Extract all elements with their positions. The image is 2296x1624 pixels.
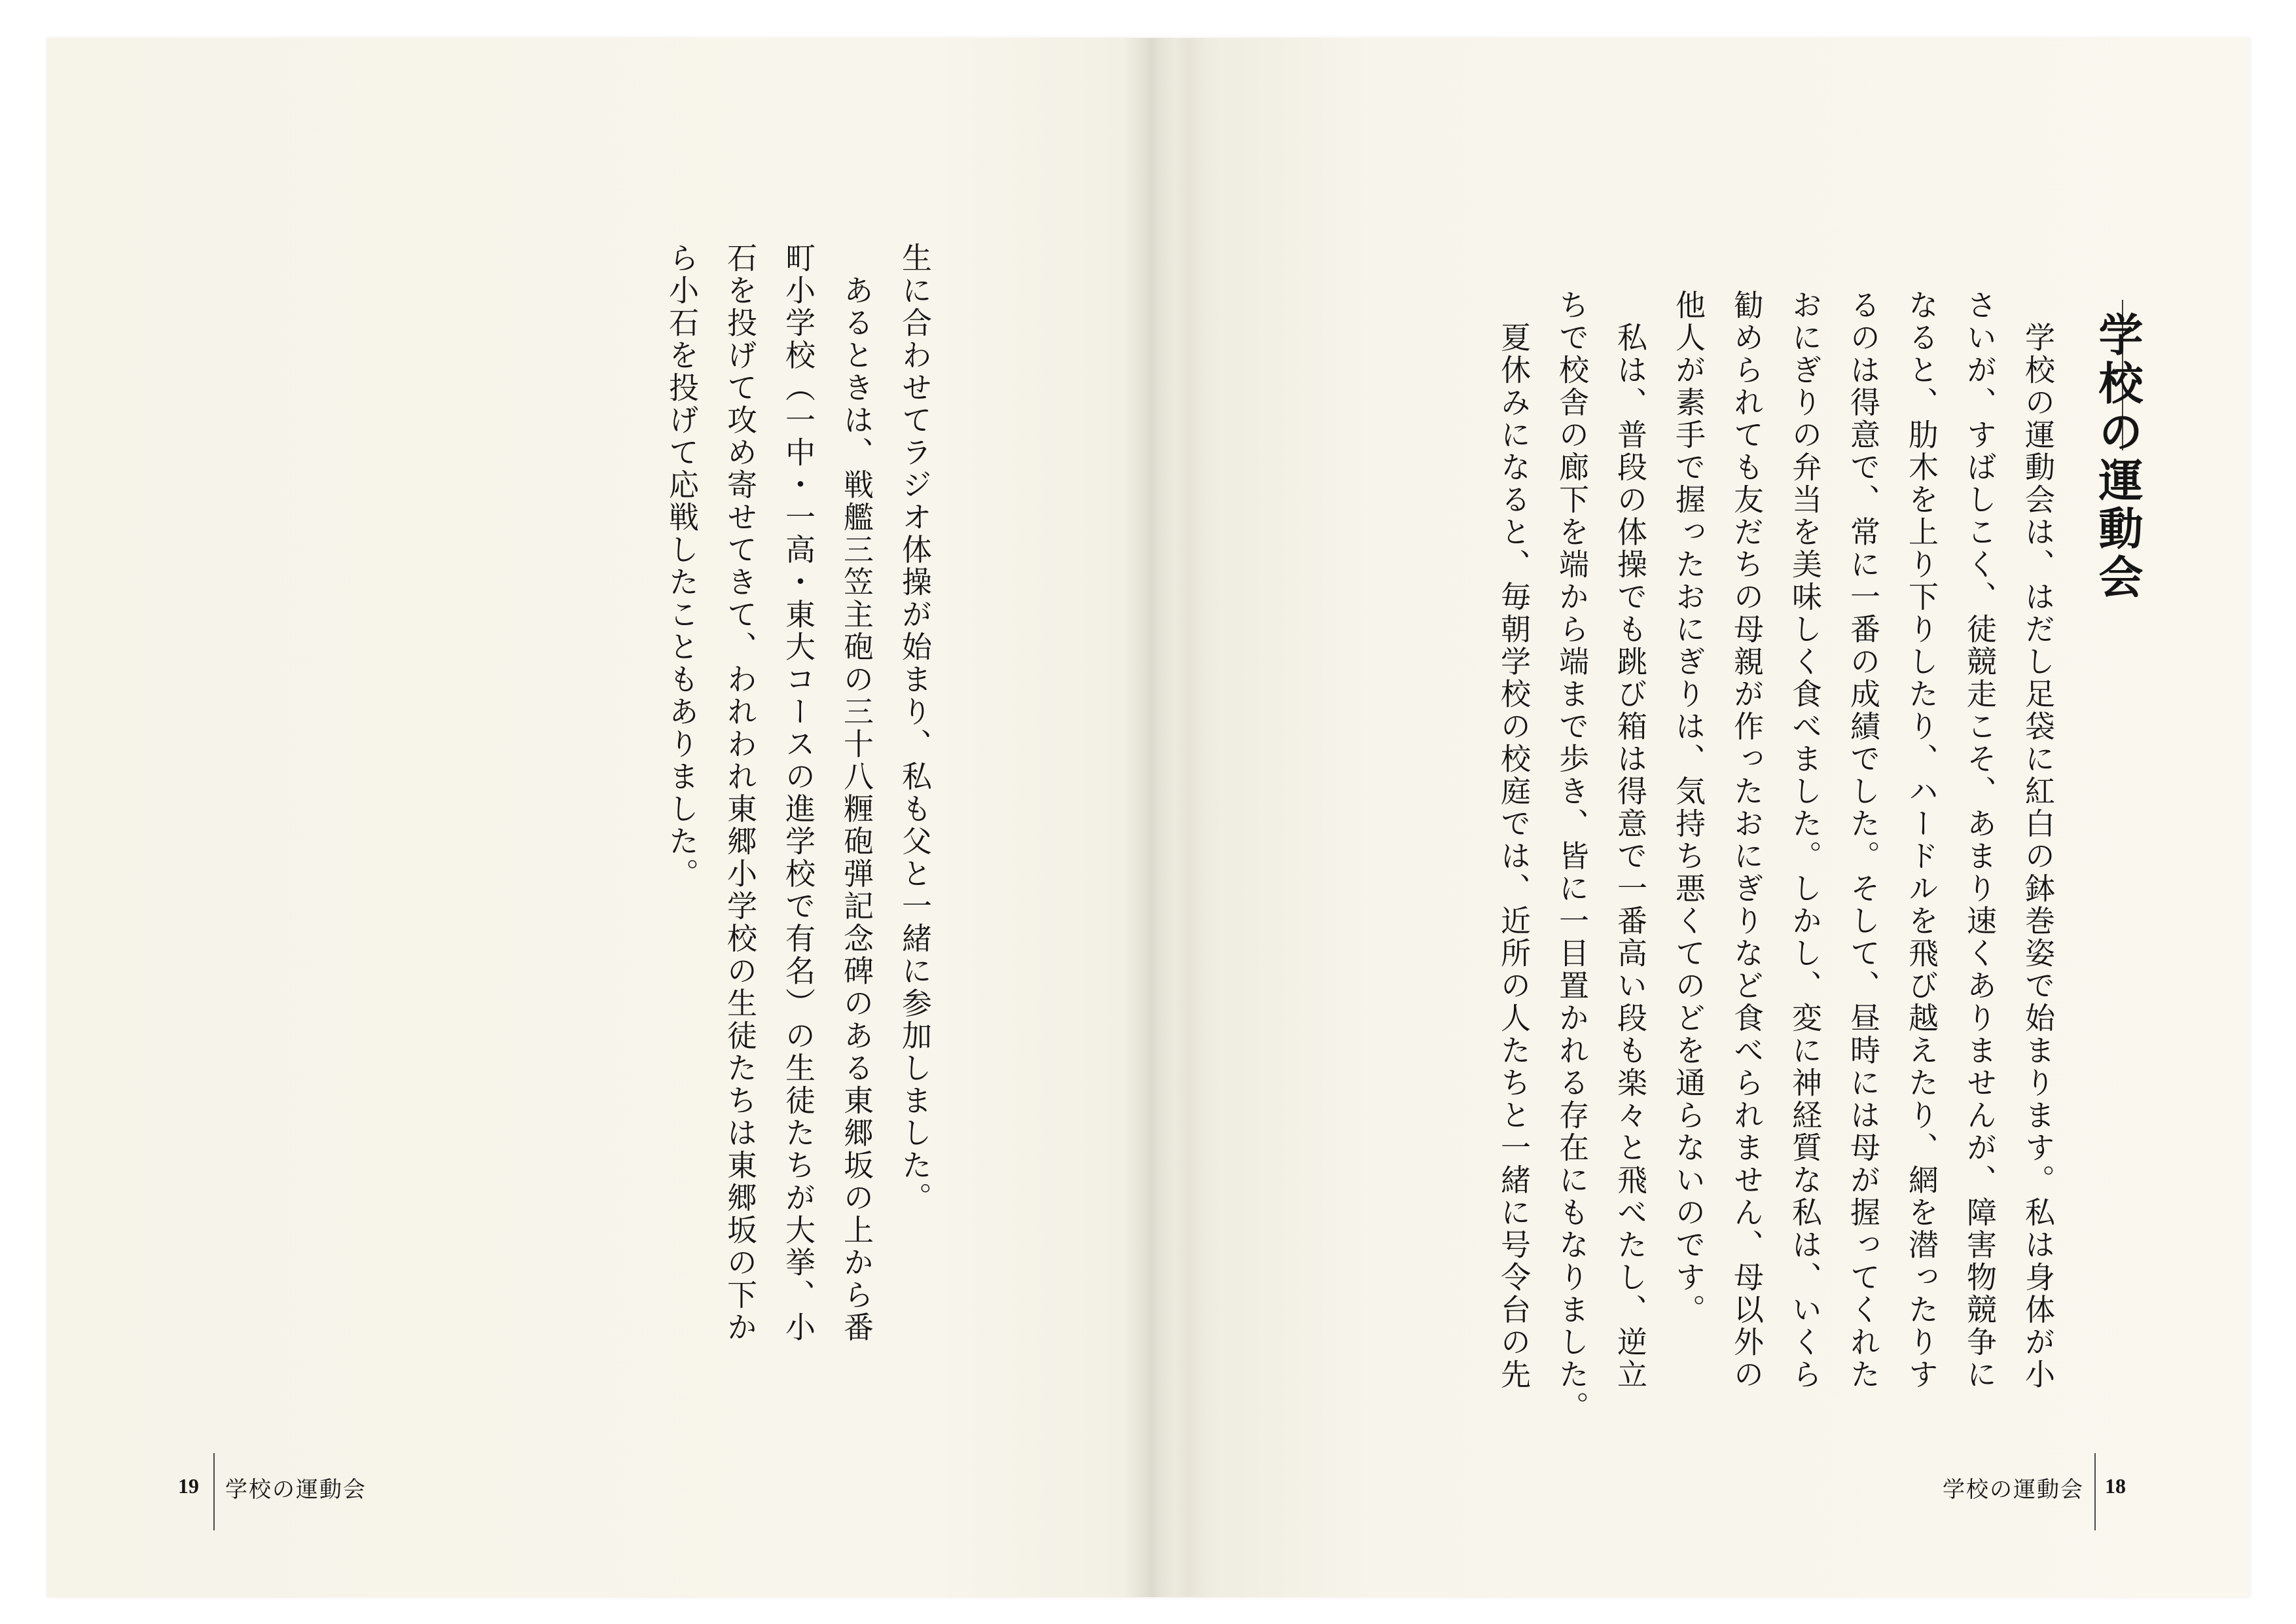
book-spread: [47, 38, 2250, 1597]
right-footer-divider: [2094, 1453, 2096, 1530]
left-running-head: 学校の運動会: [225, 1477, 367, 1503]
left-page-footer: [178, 1453, 414, 1530]
right-page-footer: [1943, 1453, 2152, 1530]
right-running-head: 学校の運動会: [1943, 1477, 2084, 1503]
left-page: [47, 38, 1147, 1597]
left-page-body-text: 生に合わせてラジオ体操が始まり、私も父と一緒に参加しました。 あるときは、戦艦三笠主砲の三十八糎砲弾記念碑のある東郷坂の上から番 町小学校（一中・一高・東大コースの進学校で有名）の生徒たちが大挙、小 石を投げて攻め寄せてきて、われわれ東郷小学校の生徒たちは東郷坂の下か ら小石を投げて応戦したこともありました。: [664, 242, 933, 1344]
chapter-title: 学校の運動会: [2091, 312, 2144, 602]
left-page-number: 19: [178, 1474, 199, 1498]
left-footer-divider: [213, 1453, 215, 1530]
right-page-body-text: 学校の運動会は、はだし足袋に紅白の鉢巻姿で始まります。私は身体が小 さいが、すばしこく、徒競走こそ、あまり速くありませんが、障害物競争に なると、肋木を上り下りしたり、ハードルを飛び越えたり、網を潜ったりす るのは得意で、常に一番の成績でした。そして、昼時には母が握ってくれた おにぎりの弁当を美味しく食べました。しかし、変に神経質な私は、いくら 勧められても友だちの母親が作ったおにぎりなど食べられません、母以外の 他人が素手で握ったおにぎりは、気持ち悪くてのどを通らないのです。 私は、普段の体操でも跳び箱は得意で一番高い段も楽々と飛べたし、逆立 ちで校舎の廊下を端から端まで歩き、皆に一目置かれる存在にもなりました。 夏休みになると、毎朝学校の校庭では、近所の人たちと一緒に号令台の先: [1496, 289, 2056, 1424]
right-page-number: 18: [2105, 1474, 2126, 1498]
right-page: [1160, 38, 2250, 1597]
